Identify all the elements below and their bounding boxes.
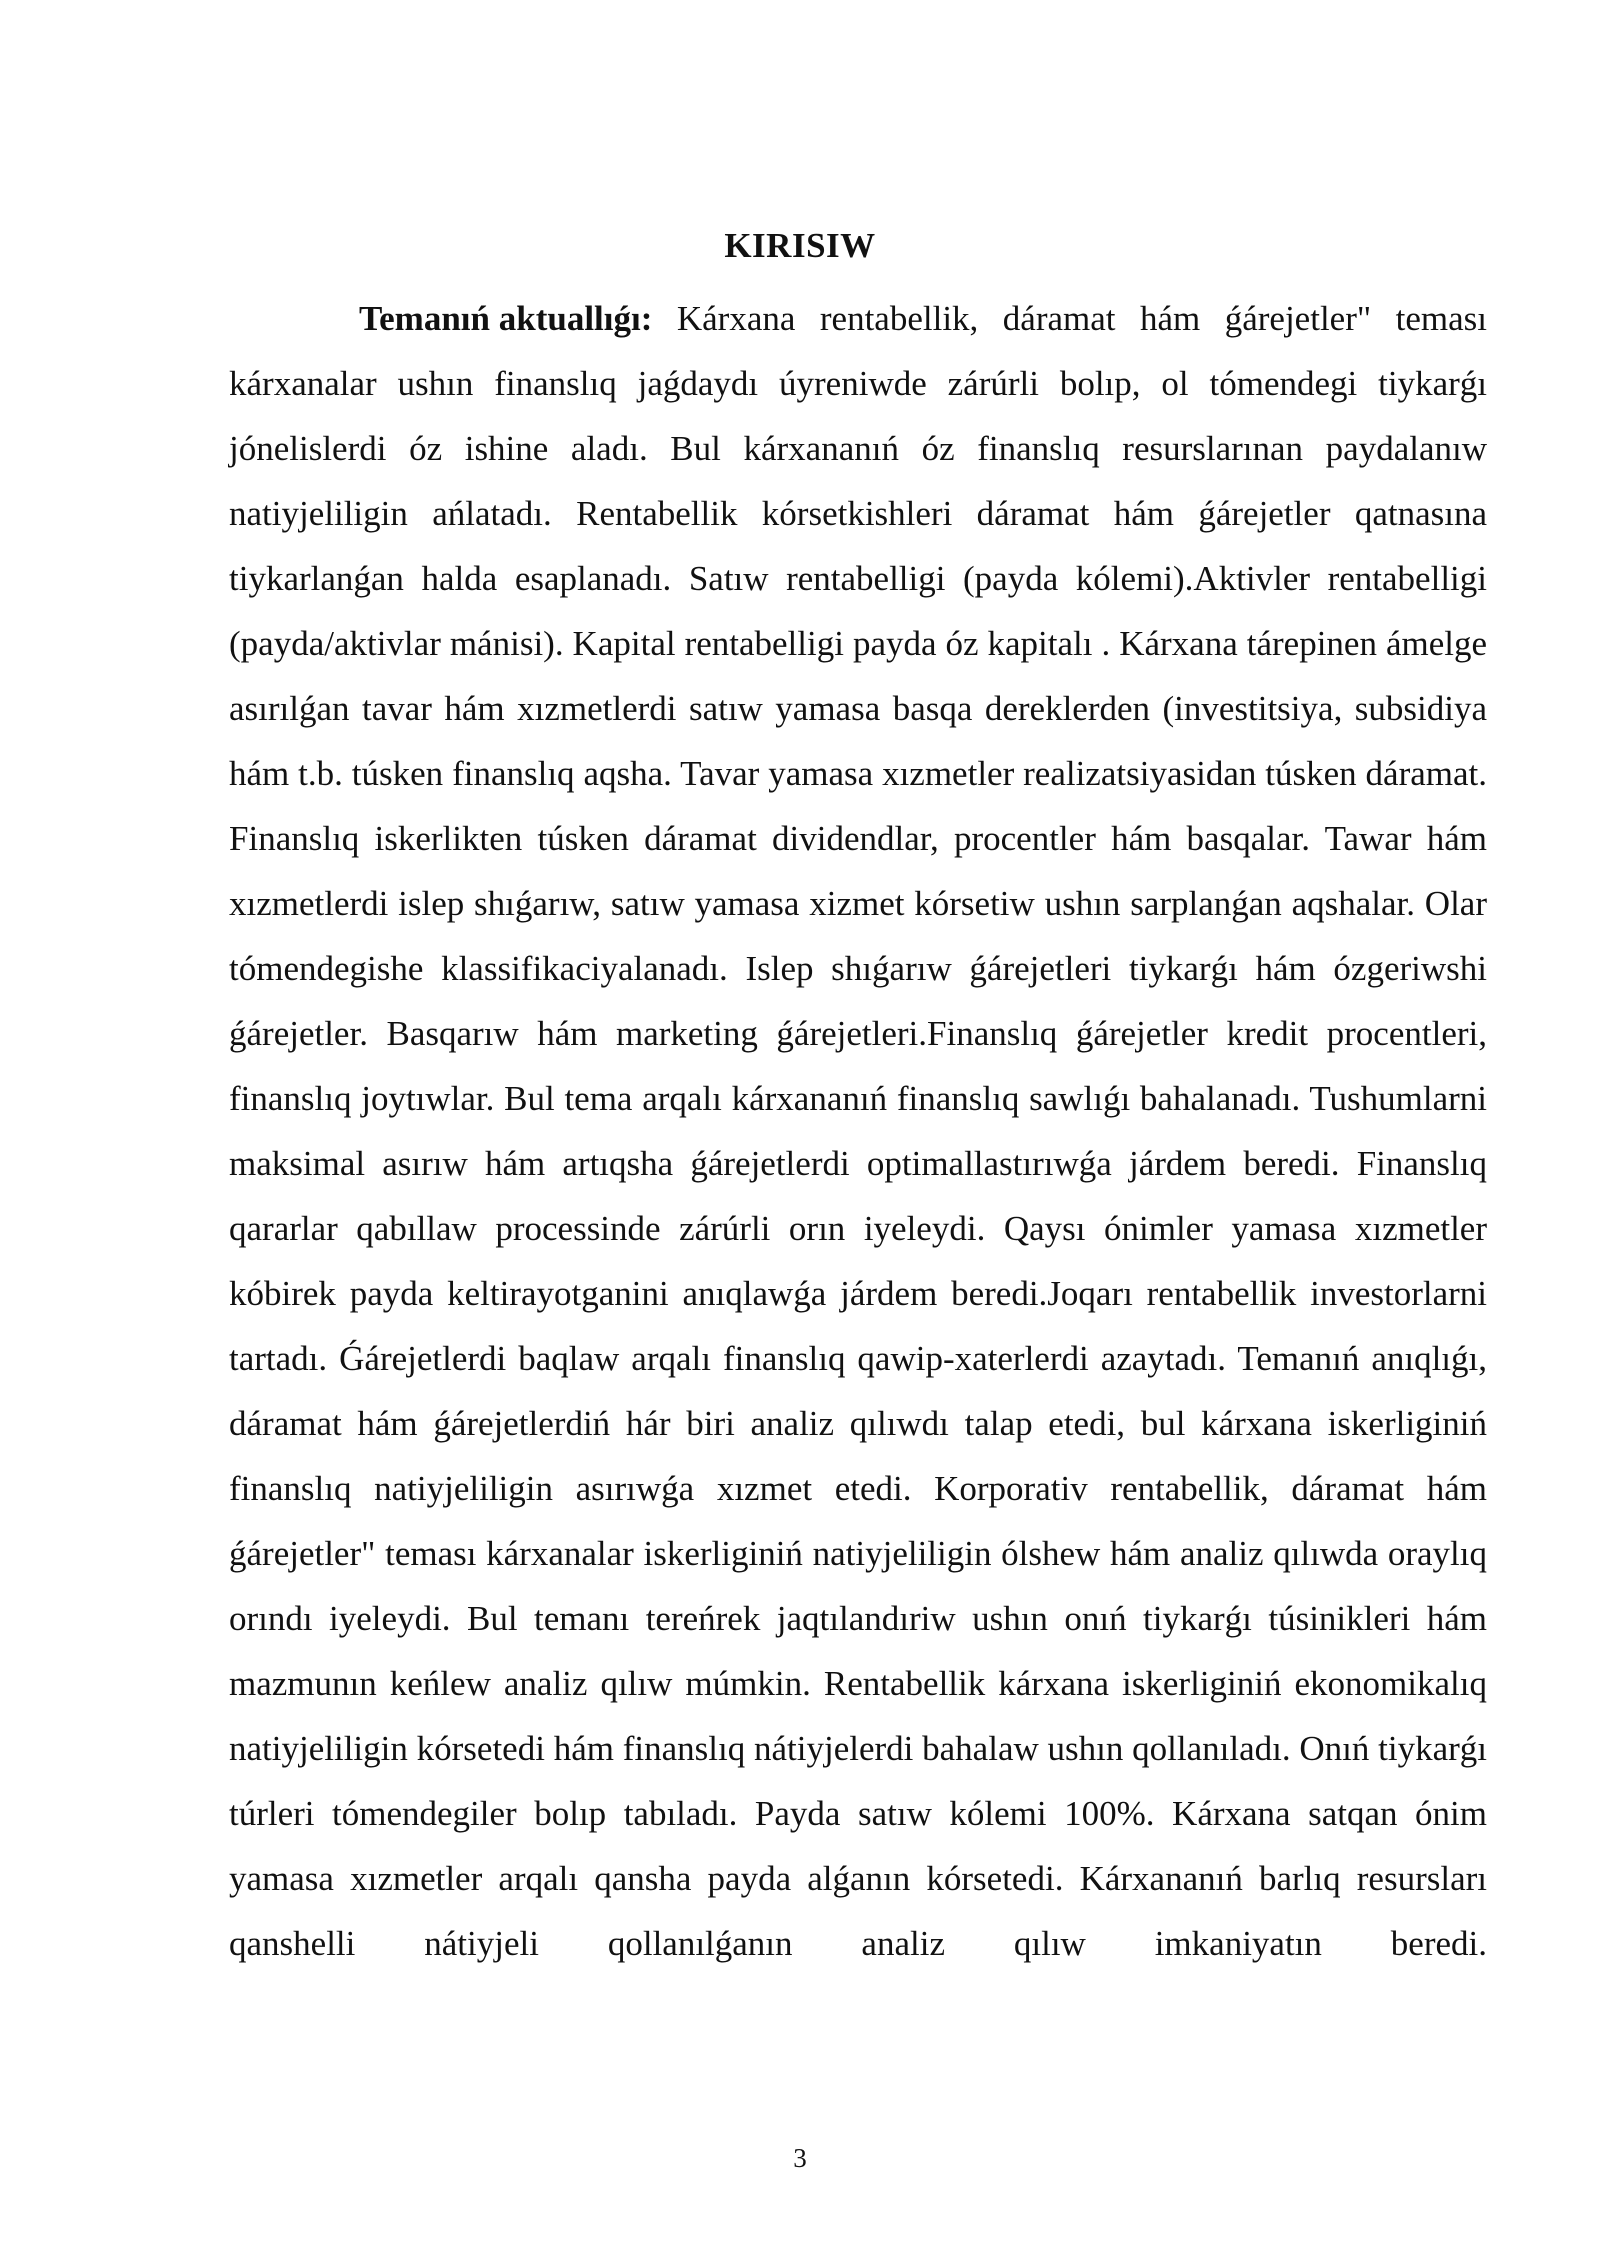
section-heading: KIRISIW (724, 226, 876, 265)
body-paragraph (229, 286, 1487, 1976)
page-number: 3 (793, 2143, 807, 2173)
body-paragraph-text: Kárxana rentabellik, dáramat hám ǵárejetler" teması kárxanalar ushın finanslıq jaǵdaydı úyreniwde zárúrli bolıp, ol tómendegi tiykarǵı jónelislerdi óz ishine aladı. Bul kárxananıń óz finanslıq resurslarınan paydalanıw natiyjeliligin ańlatadı. Rentabellik kórsetkishleri dáramat hám ǵárejetler qatnasına tiykarlanǵan halda esaplanadı. Satıw rentabelligi (payda kólemi).Aktivler rentabelligi (payda/aktivlar mánisi). Kapital rentabelligi payda óz kapitalı . Kárxana tárepinen ámelge asırılǵan tavar hám xızmetlerdi satıw yamasa basqa dereklerden (investitsiya, subsidiya hám t.b. túsken finanslıq aqsha. Tavar yamasa xızmetler realizatsiyasidan túsken dáramat. Finanslıq iskerlikten túsken dáramat dividendlar, procentler hám basqalar. Tawar hám xızmetlerdi islep shıǵarıw, satıw yamasa xizmet kórsetiw ushın sarplanǵan aqshalar. Olar tómendegishe klassifikaciyalanadı. Islep shıǵarıw ǵárejetleri tiykarǵı hám ózgeriwshi ǵárejetler. Basqarıw hám marketing ǵárejetleri.Finanslıq ǵárejetler kredit procentleri, finanslıq joytıwlar. Bul tema arqalı kárxananıń finanslıq sawlıǵı bahalanadı. Tushumlarni maksimal asırıw hám artıqsha ǵárejetlerdi optimallastırıwǵa járdem beredi. Finanslıq qararlar qabıllaw processinde zárúrli orın iyeleydi. Qaysı ónimler yamasa xızmetler kóbirek payda keltirayotganini anıqlawǵa járdem beredi.Joqarı rentabellik investorlarni tartadı. Ǵárejetlerdi baqlaw arqalı finanslıq qawip-xaterlerdi azaytadı. Temanıń anıqlıǵı, dáramat hám ǵárejetlerdiń hár biri analiz qılıwdı talap etedi, bul kárxana iskerliginiń finanslıq natiyjeliligin asırıwǵa xızmet etedi. Korporativ rentabellik, dáramat hám ǵárejetler" teması kárxanalar iskerliginiń natiyjeliligin ólshew hám analiz qılıwda oraylıq orındı iyeleydi. Bul temanı tereńrek jaqtılandıriw ushın onıń tiykarǵı túsinikleri hám mazmunın keńlew analiz qılıw múmkin. Rentabellik kárxana iskerliginiń ekonomikalıq natiyjeliligin kórsetedi hám finanslıq nátiyjelerdi bahalaw ushın qollanıladı. Onıń tiykarǵı túrleri tómendegiler bolıp tabıladı. Payda satıw kólemi 100%. Kárxana satqan ónim yamasa xızmetler arqalı qansha payda alǵanın kórsetedi. Kárxananıń barlıq resursları qanshelli nátiyjeli qollanılǵanın analiz qılıw imkaniyatın beredi. (229, 299, 1487, 1963)
lead-in-label: Temanıń aktuallıǵı: (359, 299, 653, 338)
